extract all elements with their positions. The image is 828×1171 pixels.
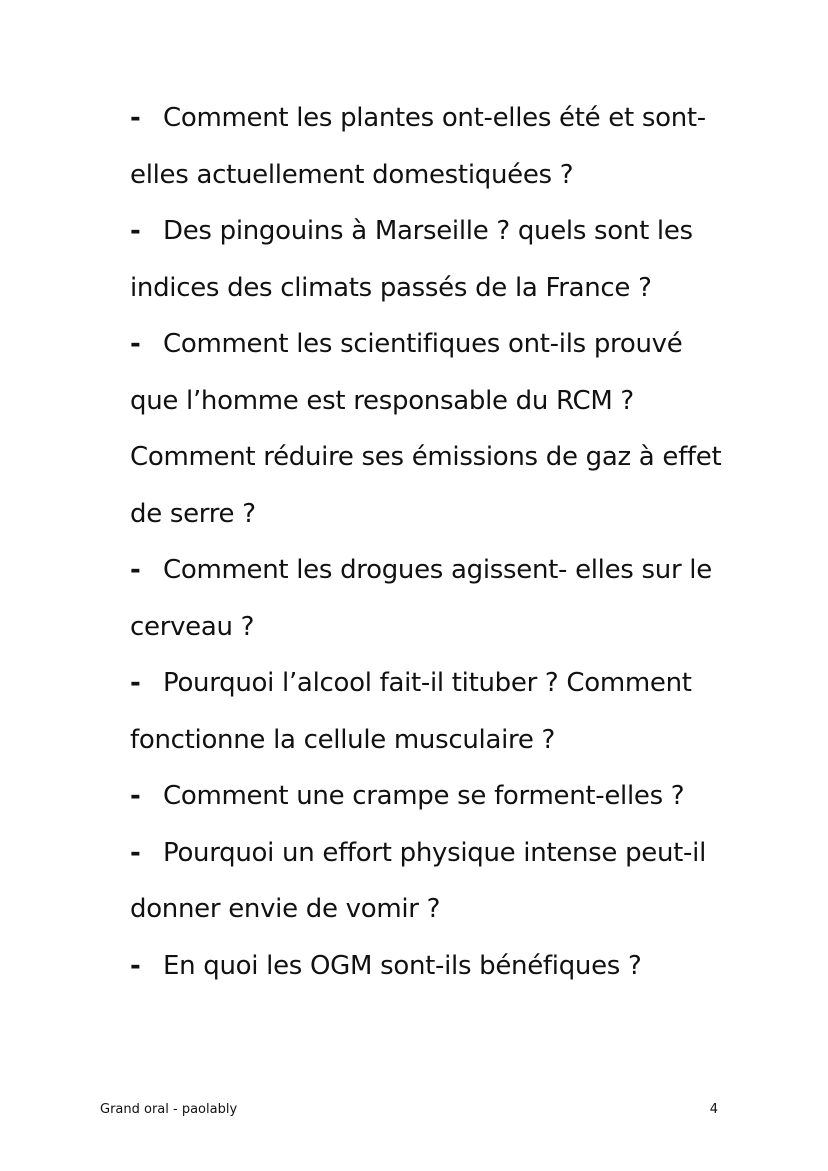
bullet-dash: - — [130, 950, 141, 981]
list-item — [130, 768, 730, 825]
list-item — [130, 203, 730, 316]
list-item — [130, 542, 730, 655]
question-list — [130, 90, 730, 994]
bullet-dash: - — [130, 668, 141, 698]
page-number: 4 — [709, 1102, 718, 1117]
list-item — [130, 90, 730, 203]
list-item-text: Comment les plantes ont-elles été et sont-elles actuellement domestiquées ? — [130, 103, 706, 190]
bullet-dash: - — [130, 837, 141, 868]
list-item-text: Comment une crampe se forment-elles ? — [163, 781, 685, 811]
list-item — [130, 316, 730, 542]
list-item — [130, 825, 730, 938]
bullet-dash: - — [130, 103, 141, 133]
list-item-text: Comment les drogues agissent- elles sur le cerveau ? — [130, 555, 712, 642]
list-item-text: Comment les scientifiques ont-ils prouvé que l’homme est responsable du RCM ? Comment réduire ses émissions de gaz à effet de serre ? — [130, 329, 722, 529]
bullet-dash: - — [130, 216, 141, 246]
list-item — [130, 938, 730, 995]
list-item-text: Pourquoi l’alcool fait-il tituber ? Comment fonctionne la cellule musculaire ? — [130, 668, 692, 755]
bullet-dash: - — [130, 329, 141, 359]
list-item-text: En quoi les OGM sont-ils bénéfiques ? — [163, 950, 642, 981]
list-item-text: Pourquoi un effort physique intense peut-il donner envie de vomir ? — [130, 837, 706, 924]
list-item-text: Des pingouins à Marseille ? quels sont les indices des climats passés de la France ? — [130, 216, 693, 303]
list-item — [130, 655, 730, 768]
footer-title: Grand oral - paolably — [100, 1102, 238, 1117]
bullet-dash: - — [130, 555, 141, 585]
bullet-dash: - — [130, 781, 141, 811]
